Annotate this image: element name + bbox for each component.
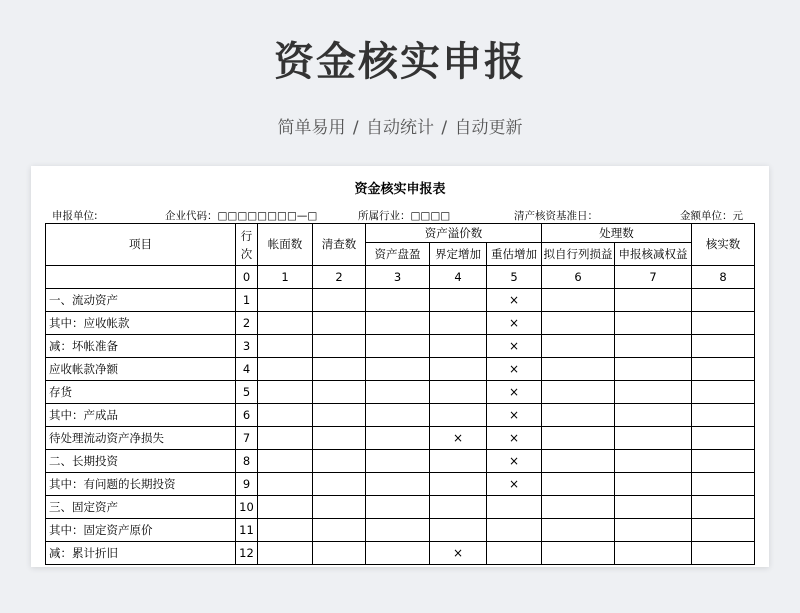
col-number: 5 bbox=[487, 266, 542, 289]
table-cell bbox=[542, 335, 615, 358]
table-cell bbox=[366, 358, 430, 381]
cell-revalue-increase: × bbox=[487, 312, 542, 335]
col-number: 4 bbox=[430, 266, 487, 289]
table-cell bbox=[615, 312, 692, 335]
cell-revalue-increase: × bbox=[487, 381, 542, 404]
table-cell bbox=[366, 542, 430, 565]
table-cell bbox=[366, 404, 430, 427]
table-cell bbox=[313, 358, 366, 381]
table-cell bbox=[542, 427, 615, 450]
row-label: 存货 bbox=[46, 381, 236, 404]
row-label: 减：坏帐准备 bbox=[46, 335, 236, 358]
table-cell bbox=[258, 312, 313, 335]
table-row bbox=[46, 381, 755, 404]
table-cell bbox=[692, 542, 755, 565]
row-number: 12 bbox=[236, 542, 258, 565]
table-cell bbox=[258, 450, 313, 473]
cell-revalue-increase: × bbox=[487, 450, 542, 473]
cell-define-increase: × bbox=[430, 427, 487, 450]
header-item: 项目 bbox=[46, 224, 236, 266]
header-handle-sub: 拟自行列损益 bbox=[542, 243, 615, 266]
row-number: 9 bbox=[236, 473, 258, 496]
table-cell bbox=[692, 335, 755, 358]
col-number bbox=[46, 266, 236, 289]
table-cell bbox=[258, 358, 313, 381]
cell-revalue-increase: × bbox=[487, 358, 542, 381]
banner-subtitle: 简单易用 / 自动统计 / 自动更新 bbox=[277, 118, 523, 138]
table-cell bbox=[615, 335, 692, 358]
cell-define-increase bbox=[430, 335, 487, 358]
row-label: 减：累计折旧 bbox=[46, 542, 236, 565]
header-surplus-sub: 重估增加 bbox=[487, 243, 542, 266]
cell-define-increase bbox=[430, 312, 487, 335]
form-sheet bbox=[31, 166, 769, 567]
table-cell bbox=[542, 519, 615, 542]
table-cell bbox=[313, 496, 366, 519]
cell-revalue-increase: × bbox=[487, 473, 542, 496]
table-cell bbox=[313, 542, 366, 565]
row-number: 1 bbox=[236, 289, 258, 312]
cell-revalue-increase: × bbox=[487, 404, 542, 427]
table-cell bbox=[542, 450, 615, 473]
col-number: 2 bbox=[313, 266, 366, 289]
table-cell bbox=[692, 496, 755, 519]
row-number: 2 bbox=[236, 312, 258, 335]
table-row bbox=[46, 404, 755, 427]
table-row bbox=[46, 312, 755, 335]
meta-industry: 所属行业：□□□□ bbox=[358, 210, 451, 222]
header-surplus: 资产溢价数 bbox=[366, 224, 542, 243]
table-cell bbox=[366, 289, 430, 312]
header-surplus-sub: 界定增加 bbox=[430, 243, 487, 266]
table-cell bbox=[366, 519, 430, 542]
col-number: 7 bbox=[615, 266, 692, 289]
row-label: 其中：产成品 bbox=[46, 404, 236, 427]
table-cell bbox=[258, 381, 313, 404]
meta-code: 企业代码：□□□□□□□□—□ bbox=[165, 210, 318, 222]
table-cell bbox=[313, 473, 366, 496]
table-cell bbox=[615, 404, 692, 427]
cell-revalue-increase: × bbox=[487, 289, 542, 312]
table-cell bbox=[542, 289, 615, 312]
table-cell bbox=[313, 450, 366, 473]
table-cell bbox=[366, 381, 430, 404]
table-cell bbox=[313, 335, 366, 358]
row-label: 应收帐款净额 bbox=[46, 358, 236, 381]
table-cell bbox=[615, 289, 692, 312]
table-cell bbox=[366, 496, 430, 519]
table-cell bbox=[615, 358, 692, 381]
header-verified: 核实数 bbox=[692, 224, 755, 266]
header-book: 帐面数 bbox=[258, 224, 313, 266]
col-number: 0 bbox=[236, 266, 258, 289]
cell-define-increase bbox=[430, 289, 487, 312]
table-cell bbox=[258, 404, 313, 427]
cell-revalue-increase bbox=[487, 519, 542, 542]
table-cell bbox=[258, 542, 313, 565]
cell-define-increase bbox=[430, 473, 487, 496]
banner-title: 资金核实申报 bbox=[274, 39, 526, 85]
meta-amount-unit: 金额单位：元 bbox=[680, 210, 743, 222]
table-row bbox=[46, 335, 755, 358]
table-cell bbox=[692, 381, 755, 404]
table-cell bbox=[692, 289, 755, 312]
table-cell bbox=[542, 358, 615, 381]
row-number: 11 bbox=[236, 519, 258, 542]
col-number: 8 bbox=[692, 266, 755, 289]
table-row bbox=[46, 289, 755, 312]
table-cell bbox=[615, 519, 692, 542]
table-cell bbox=[258, 289, 313, 312]
table-cell bbox=[313, 289, 366, 312]
row-number: 6 bbox=[236, 404, 258, 427]
row-label: 一、流动资产 bbox=[46, 289, 236, 312]
table-row bbox=[46, 519, 755, 542]
table-cell bbox=[258, 335, 313, 358]
table-cell bbox=[258, 427, 313, 450]
table-cell bbox=[692, 427, 755, 450]
header-handle: 处理数 bbox=[542, 224, 692, 243]
cell-revalue-increase bbox=[487, 542, 542, 565]
table-cell bbox=[542, 312, 615, 335]
table-row bbox=[46, 542, 755, 565]
table-row bbox=[46, 450, 755, 473]
cell-define-increase: × bbox=[430, 542, 487, 565]
meta-base-date: 清产核资基准日： bbox=[514, 210, 598, 222]
table-cell bbox=[366, 312, 430, 335]
table-cell bbox=[692, 473, 755, 496]
table-cell bbox=[615, 427, 692, 450]
row-number: 7 bbox=[236, 427, 258, 450]
table-cell bbox=[542, 542, 615, 565]
col-number: 6 bbox=[542, 266, 615, 289]
declaration-table bbox=[45, 223, 755, 565]
table-cell bbox=[692, 312, 755, 335]
table-cell bbox=[313, 381, 366, 404]
table-cell bbox=[692, 404, 755, 427]
table-body bbox=[46, 289, 755, 565]
cell-define-increase bbox=[430, 358, 487, 381]
table-cell bbox=[313, 404, 366, 427]
table-row bbox=[46, 358, 755, 381]
table-cell bbox=[313, 427, 366, 450]
header-check: 清查数 bbox=[313, 224, 366, 266]
table-cell bbox=[366, 427, 430, 450]
form-title: 资金核实申报表 bbox=[354, 182, 446, 197]
table-cell bbox=[258, 519, 313, 542]
cell-define-increase bbox=[430, 450, 487, 473]
header-handle-sub: 申报核减权益 bbox=[615, 243, 692, 266]
table-cell bbox=[542, 473, 615, 496]
cell-define-increase bbox=[430, 381, 487, 404]
header-surplus-sub: 资产盘盈 bbox=[366, 243, 430, 266]
table-cell bbox=[542, 496, 615, 519]
col-number: 1 bbox=[258, 266, 313, 289]
table-cell bbox=[366, 450, 430, 473]
table-cell bbox=[615, 450, 692, 473]
row-label: 其中：有问题的长期投资 bbox=[46, 473, 236, 496]
table-cell bbox=[542, 381, 615, 404]
header-row-no: 行次 bbox=[236, 224, 258, 266]
cell-define-increase bbox=[430, 519, 487, 542]
table-cell bbox=[366, 335, 430, 358]
table-cell bbox=[615, 496, 692, 519]
table-row bbox=[46, 496, 755, 519]
table-cell bbox=[542, 404, 615, 427]
row-number: 8 bbox=[236, 450, 258, 473]
table-cell bbox=[692, 358, 755, 381]
table-row bbox=[46, 427, 755, 450]
table-header bbox=[46, 224, 755, 289]
row-label: 三、固定资产 bbox=[46, 496, 236, 519]
cell-define-increase bbox=[430, 404, 487, 427]
cell-revalue-increase: × bbox=[487, 427, 542, 450]
table-cell bbox=[615, 542, 692, 565]
table-row bbox=[46, 473, 755, 496]
table-cell bbox=[258, 496, 313, 519]
row-label: 其中：固定资产原价 bbox=[46, 519, 236, 542]
row-label: 二、长期投资 bbox=[46, 450, 236, 473]
row-number: 5 bbox=[236, 381, 258, 404]
cell-define-increase bbox=[430, 496, 487, 519]
meta-unit: 申报单位: bbox=[52, 210, 98, 222]
cell-revalue-increase: × bbox=[487, 335, 542, 358]
table-cell bbox=[615, 381, 692, 404]
row-label: 其中：应收帐款 bbox=[46, 312, 236, 335]
row-number: 4 bbox=[236, 358, 258, 381]
cell-revalue-increase bbox=[487, 496, 542, 519]
table-cell bbox=[366, 473, 430, 496]
table-cell bbox=[258, 473, 313, 496]
table-cell bbox=[692, 519, 755, 542]
row-number: 10 bbox=[236, 496, 258, 519]
row-number: 3 bbox=[236, 335, 258, 358]
table-cell bbox=[313, 519, 366, 542]
col-number: 3 bbox=[366, 266, 430, 289]
table-cell bbox=[615, 473, 692, 496]
row-label: 待处理流动资产净损失 bbox=[46, 427, 236, 450]
table-cell bbox=[313, 312, 366, 335]
table-cell bbox=[692, 450, 755, 473]
